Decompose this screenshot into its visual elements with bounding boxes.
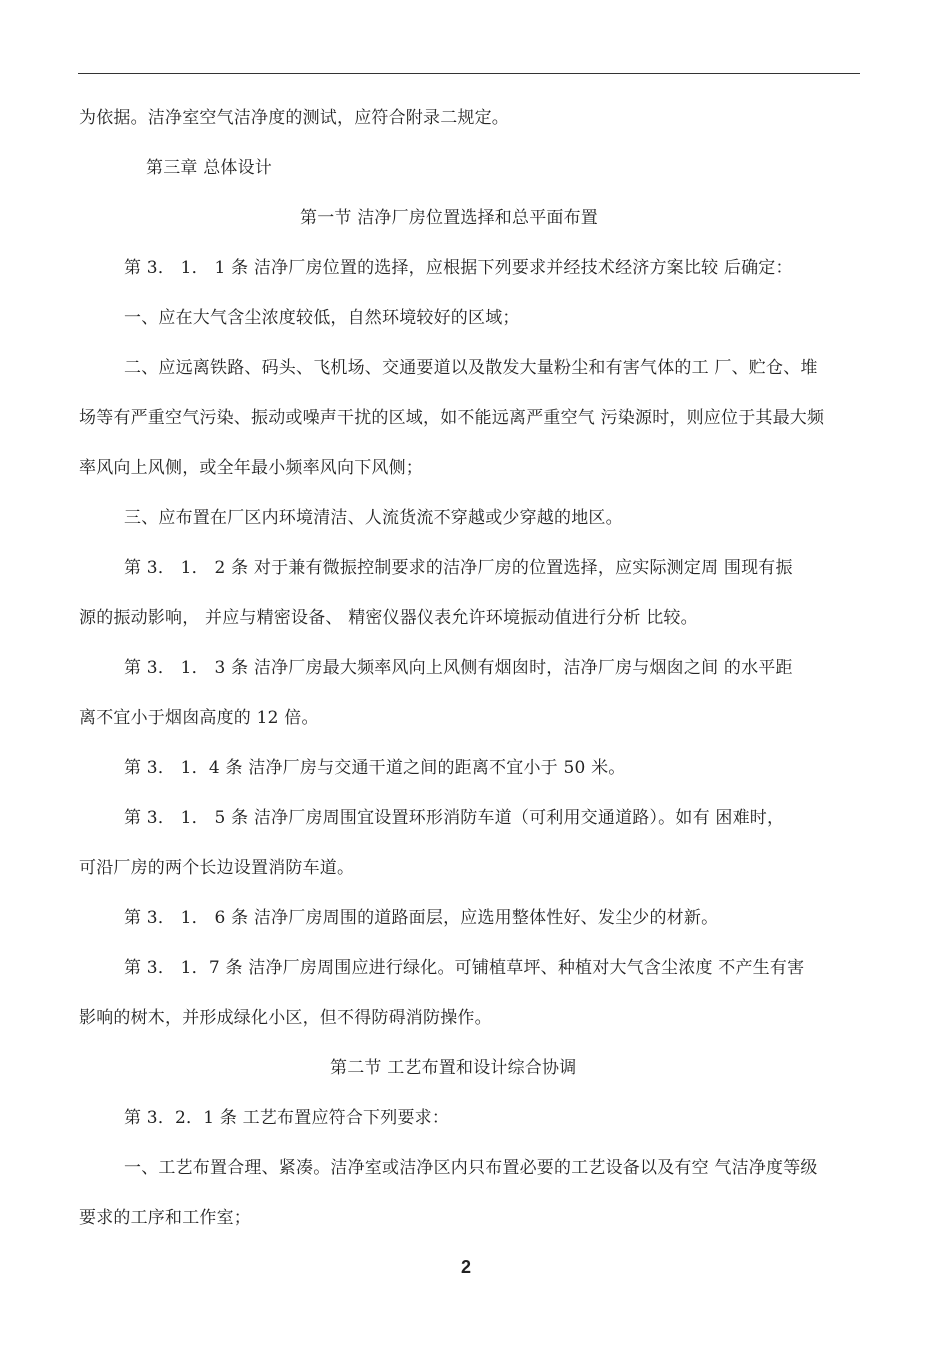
list-item-line: 一、工艺布置合理、紧凑。洁净室或洁净区内只布置必要的工艺设备以及有空 气洁净度等级: [124, 1158, 818, 1178]
clause-line: 第 3． 1． 2 条 对于兼有微振控制要求的洁净厂房的位置选择，应实际测定周 围现有振: [124, 558, 793, 578]
text-line: 率风向上风侧，或全年最小频率风向下风侧；: [79, 458, 423, 478]
page-number: 2: [460, 1257, 471, 1277]
list-item-line: 一、应在大气含尘浓度较低，自然环境较好的区域；: [124, 308, 520, 328]
text-line: 可沿厂房的两个长边设置消防车道。: [79, 858, 355, 878]
header-rule: [78, 73, 860, 74]
text-line: 离不宜小于烟囱高度的 12 倍。: [79, 708, 319, 728]
chapter-heading: 第三章 总体设计: [146, 158, 273, 178]
clause-line: 第 3． 1． 6 条 洁净厂房周围的道路面层，应选用整体性好、发尘少的材新。: [124, 908, 719, 928]
list-item-line: 二、应远离铁路、码头、飞机场、交通要道以及散发大量粉尘和有害气体的工 厂、贮仓、堆: [124, 358, 818, 378]
list-item-line: 三、应布置在厂区内环境清洁、人流货流不穿越或少穿越的地区。: [124, 508, 623, 528]
text-line: 场等有严重空气污染、振动或噪声干扰的区域，如不能远离严重空气 污染源时，则应位于其最大频: [79, 408, 825, 428]
clause-line: 第 3．2．1 条 工艺布置应符合下列要求：: [124, 1108, 450, 1128]
clause-line: 第 3． 1． 3 条 洁净厂房最大频率风向上风侧有烟囱时，洁净厂房与烟囱之间 的水平距: [124, 658, 793, 678]
clause-line: 第 3． 1．7 条 洁净厂房周围应进行绿化。可铺植草坪、种植对大气含尘浓度 不产生有害: [124, 958, 805, 978]
text-line: 源的振动影响， 并应与精密设备、 精密仪器仪表允许环境振动值进行分析 比较。: [79, 608, 698, 628]
section-heading: 第二节 工艺布置和设计综合协调: [330, 1058, 577, 1078]
text-line: 要求的工序和工作室；: [79, 1208, 251, 1228]
clause-line: 第 3． 1． 5 条 洁净厂房周围宜设置环形消防车道（可利用交通道路）。如有 困难时，: [124, 808, 785, 828]
clause-line: 第 3． 1．4 条 洁净厂房与交通干道之间的距离不宜小于 50 米。: [124, 758, 626, 778]
clause-line: 第 3． 1． 1 条 洁净厂房位置的选择，应根据下列要求并经技术经济方案比较 后确定：: [124, 258, 793, 278]
text-line: 影响的树木，并形成绿化小区，但不得防碍消防操作。: [79, 1008, 492, 1028]
section-heading: 第一节 洁净厂房位置选择和总平面布置: [300, 208, 599, 228]
text-line: 为依据。洁净室空气洁净度的测试，应符合附录二规定。: [79, 108, 509, 128]
